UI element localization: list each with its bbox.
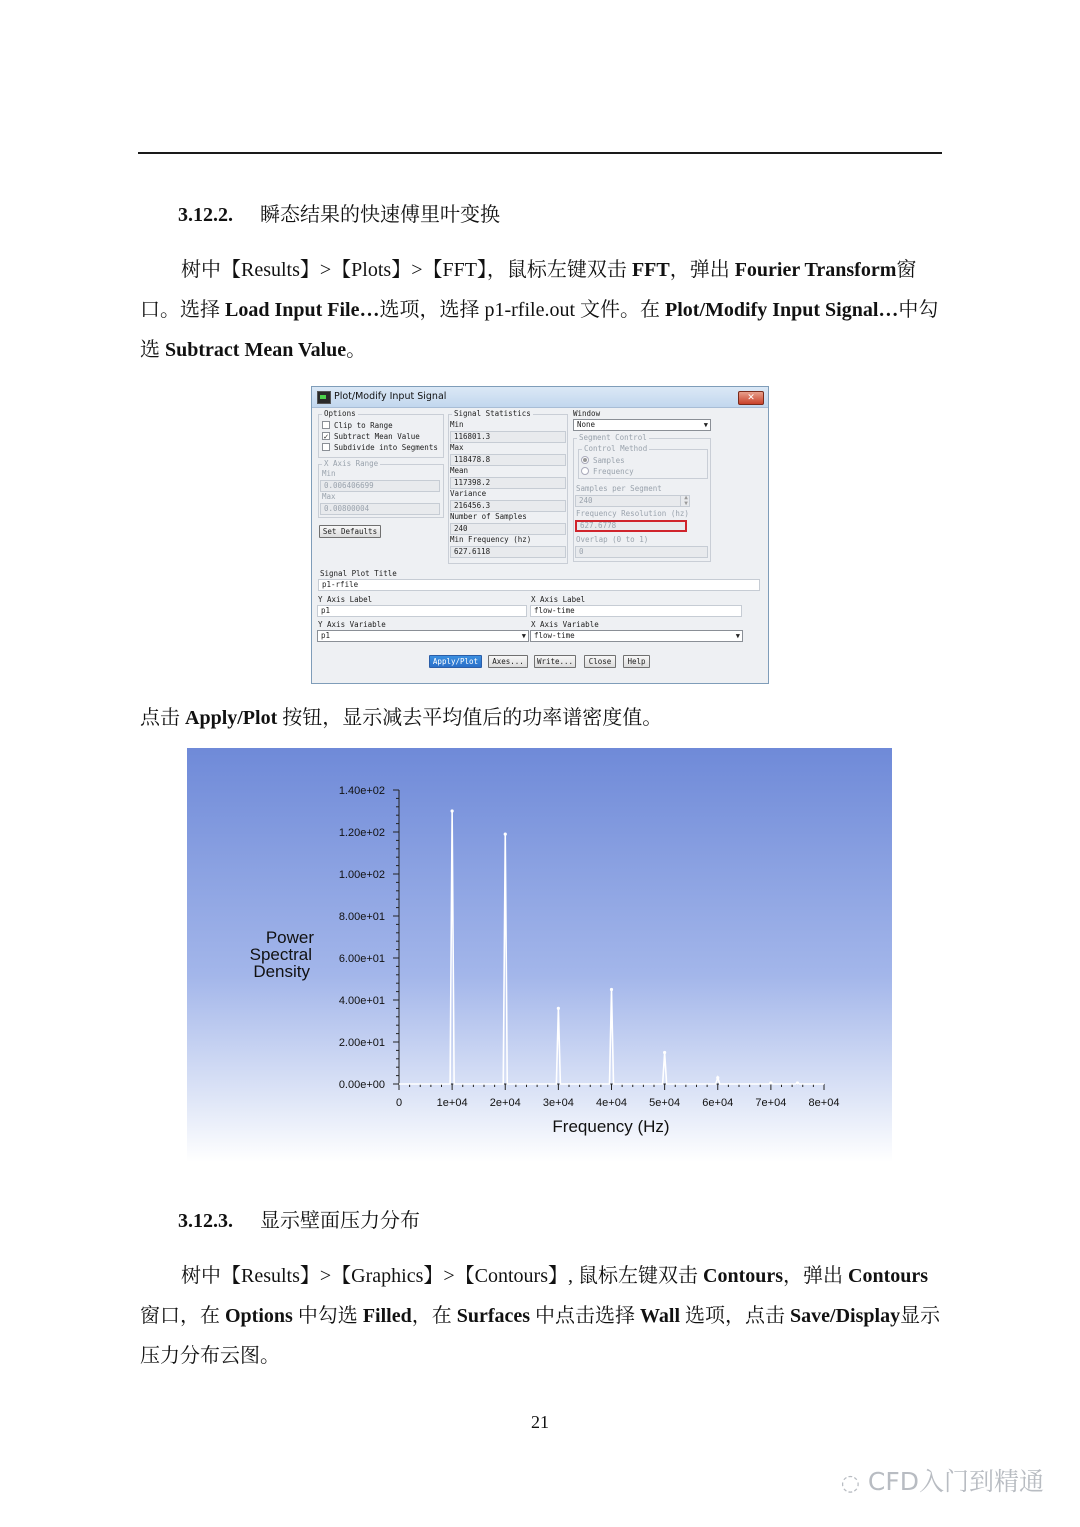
bold-text: Save/Display — [790, 1305, 901, 1327]
plot-modify-input-signal-dialog — [311, 386, 769, 684]
y-tick-label: 4.00e+01 — [338, 995, 385, 1007]
chevron-down-icon: ▼ — [521, 632, 526, 640]
section-number: 3.12.2. — [178, 204, 233, 226]
x-axis-label-label: X Axis Label — [531, 595, 586, 604]
set-defaults-button[interactable]: Set Defaults — [319, 525, 381, 538]
psd-data-point — [796, 1081, 799, 1084]
x-min-label: Min — [322, 469, 336, 478]
mean-label: Mean — [450, 466, 469, 475]
y-tick-label: 1.20e+02 — [338, 827, 385, 839]
axes-button[interactable]: Axes... — [488, 655, 528, 668]
text: ，在 — [411, 1305, 457, 1327]
subtract-mean-label: Subtract Mean Value — [334, 432, 420, 441]
watermark-text: CFD入门到精通 — [867, 1467, 1044, 1496]
subdivide-label: Subdivide into Segments — [334, 443, 438, 452]
samples-value: 240 — [450, 523, 566, 535]
y-tick-label: 1.00e+02 — [338, 869, 385, 881]
x-max-field[interactable]: 0.00800004 — [320, 503, 440, 515]
x-min-field[interactable]: 0.006406699 — [320, 480, 440, 492]
app-icon — [317, 391, 331, 404]
variance-label: Variance — [450, 489, 487, 498]
section-number: 3.12.3. — [178, 1210, 233, 1232]
psd-chart-svg — [187, 748, 892, 1162]
close-icon[interactable]: ✕ — [738, 391, 764, 405]
x-axis-range-title: X Axis Range — [324, 459, 379, 468]
subdivide-checkbox[interactable] — [322, 443, 330, 451]
signal-plot-title-field[interactable]: p1-rfile — [318, 579, 760, 591]
spinner-icon[interactable]: ▲ ▼ — [680, 495, 691, 507]
text: ，弹出 — [669, 259, 735, 281]
clip-to-range-label: Clip to Range — [334, 421, 393, 430]
y-tick-label: 0.00e+00 — [338, 1079, 385, 1091]
text: 。 — [346, 339, 367, 361]
bold-text: Surfaces — [456, 1305, 531, 1327]
signal-statistics-title: Signal Statistics — [454, 409, 531, 418]
frequency-resolution-label: Frequency Resolution (hz) — [576, 509, 689, 518]
min-frequency-value: 627.6118 — [450, 546, 566, 558]
text: 中勾选 — [292, 1305, 363, 1327]
x-axis-label-field[interactable]: flow-time — [530, 605, 742, 617]
text: 选项，点击 — [680, 1305, 791, 1327]
psd-data-point — [769, 1081, 772, 1084]
clip-to-range-checkbox[interactable] — [322, 421, 330, 429]
help-button[interactable]: Help — [623, 655, 650, 668]
text: 中勾选 — [140, 299, 939, 361]
bold-text: Wall — [640, 1305, 681, 1327]
frequency-radio[interactable] — [581, 467, 589, 475]
bold-text: Plot/Modify Input Signal… — [665, 299, 899, 321]
apply-plot-button[interactable]: Apply/Plot — [429, 655, 482, 668]
paragraph-apply-plot — [140, 698, 942, 738]
options-title: Options — [324, 409, 356, 418]
psd-data-point — [663, 1051, 666, 1054]
psd-chart — [187, 748, 892, 1162]
x-max-label: Max — [322, 492, 336, 501]
chevron-down-icon: ▼ — [735, 632, 740, 640]
section-title: 瞬态结果的快速傅里叶变换 — [260, 204, 500, 226]
watermark — [841, 1462, 1044, 1498]
max-label: Max — [450, 443, 464, 452]
y-tick-label: 8.00e+01 — [338, 911, 385, 923]
min-value: 116801.3 — [450, 431, 566, 443]
samples-label: Number of Samples — [450, 512, 527, 521]
x-tick-label: 4e+04 — [596, 1097, 627, 1109]
subtract-mean-checkbox[interactable]: ✓ — [323, 432, 329, 441]
y-axis-title-line: Density — [253, 962, 310, 981]
window-select[interactable] — [573, 419, 711, 431]
y-axis-variable-select[interactable] — [317, 630, 529, 642]
wechat-icon: ◌ — [840, 1471, 860, 1496]
y-axis-variable-selected: p1 — [321, 631, 331, 640]
x-tick-label: 3e+04 — [542, 1097, 574, 1109]
control-method-title: Control Method — [584, 444, 648, 453]
y-axis-title — [250, 928, 315, 981]
text: ，弹出 — [783, 1265, 849, 1287]
y-axis-title-line: Power — [265, 928, 314, 947]
text: 窗口。选择 — [140, 259, 917, 321]
x-axis-variable-select[interactable] — [530, 630, 743, 642]
signal-plot-title-label: Signal Plot Title — [320, 569, 397, 578]
bold-text: Contours — [703, 1265, 784, 1287]
text: 树中【Results】>【Graphics】>【Contours】, 鼠标左键双击 — [181, 1265, 703, 1287]
overlap-field[interactable]: 0 — [575, 546, 708, 558]
overlap-label: Overlap (0 to 1) — [576, 535, 649, 544]
paragraph-contours — [140, 1256, 942, 1376]
text: 显示压力分布云图。 — [140, 1305, 941, 1367]
y-axis-label-label: Y Axis Label — [318, 595, 373, 604]
x-tick-label: 5e+04 — [649, 1097, 681, 1109]
samples-per-segment-label: Samples per Segment — [576, 484, 662, 493]
samples-radio[interactable] — [581, 456, 589, 464]
x-tick-label: 2e+04 — [489, 1097, 521, 1109]
psd-data-point — [504, 833, 507, 836]
header-rule — [138, 152, 942, 154]
text: 点击 — [140, 707, 185, 729]
min-frequency-label: Min Frequency (hz) — [450, 535, 532, 544]
bold-text: Apply/Plot — [185, 707, 278, 729]
segment-control-title: Segment Control — [579, 433, 647, 442]
x-tick-label: 7e+04 — [755, 1097, 787, 1109]
x-axis-variable-selected: flow-time — [534, 631, 575, 640]
min-label: Min — [450, 420, 464, 429]
frequency-radio-label: Frequency — [593, 467, 634, 476]
x-axis-title: Frequency (Hz) — [552, 1117, 670, 1136]
bold-text: Options — [225, 1305, 293, 1327]
max-value: 118478.8 — [450, 454, 566, 466]
psd-data-point — [451, 809, 454, 812]
x-tick-label: 6e+04 — [702, 1097, 734, 1109]
dialog-titlebar — [312, 387, 768, 408]
samples-per-segment-field[interactable]: 240 — [575, 495, 690, 507]
y-axis-variable-label: Y Axis Variable — [318, 620, 386, 629]
psd-data-point — [557, 1007, 560, 1010]
text: 树中【Results】>【Plots】>【FFT】，鼠标左键双击 — [181, 259, 632, 281]
write-button[interactable]: Write... — [534, 655, 576, 668]
page-number: 21 — [531, 1412, 549, 1432]
section-heading-3-12-2 — [178, 198, 500, 227]
y-axis-label-field[interactable]: p1 — [317, 605, 527, 617]
text: 中点击选择 — [530, 1305, 641, 1327]
dialog-title: Plot/Modify Input Signal — [334, 391, 447, 402]
psd-data-point — [716, 1076, 719, 1079]
bold-text: Subtract Mean Value — [165, 339, 347, 361]
bold-text: Filled — [362, 1305, 412, 1327]
mean-value: 117398.2 — [450, 477, 566, 489]
y-tick-label: 1.40e+02 — [338, 785, 385, 797]
paragraph-fft — [140, 250, 942, 370]
y-tick-label: 6.00e+01 — [338, 953, 385, 965]
close-button[interactable]: Close — [584, 655, 616, 668]
window-title: Window — [573, 409, 601, 418]
bold-text: Fourier Transform — [734, 259, 897, 281]
y-tick-label: 2.00e+01 — [338, 1037, 385, 1049]
bold-text: Load Input File… — [225, 299, 380, 321]
section-heading-3-12-3 — [178, 1204, 420, 1233]
window-selected: None — [577, 420, 596, 429]
chevron-down-icon: ▼ — [703, 421, 708, 429]
frequency-resolution-field: 627.6778 — [575, 520, 687, 532]
x-tick-label: 1e+04 — [436, 1097, 468, 1109]
psd-series-line — [399, 811, 824, 1084]
text: 选项，选择 p1-rfile.out 文件。在 — [379, 299, 666, 321]
text: 按钮，显示减去平均值后的功率谱密度值。 — [277, 707, 663, 729]
y-axis-title-line: Spectral — [249, 945, 312, 964]
bold-text: Contours — [848, 1265, 929, 1287]
bold-text: FFT — [631, 259, 670, 281]
x-axis-variable-label: X Axis Variable — [531, 620, 599, 629]
variance-value: 216456.3 — [450, 500, 566, 512]
psd-data-point — [610, 988, 613, 991]
x-tick-label: 8e+04 — [808, 1097, 840, 1109]
samples-radio-label: Samples — [593, 456, 625, 465]
text: 窗口，在 — [140, 1305, 225, 1327]
x-tick-label: 0 — [395, 1097, 403, 1109]
section-title: 显示壁面压力分布 — [260, 1210, 420, 1232]
